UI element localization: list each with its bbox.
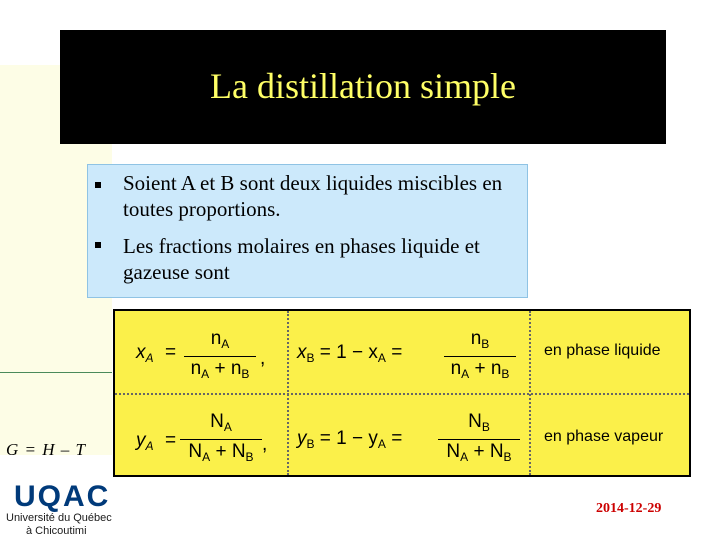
formula-equals: =: [165, 430, 177, 451]
formula-rhs-xb: $x_B = 1 - x_A$ =: [297, 342, 403, 365]
bullet-text-2: Les fractions molaires en phases liquide et gazeuse sont: [123, 234, 480, 284]
bullet-marker-icon: [95, 182, 101, 188]
bullet-marker-icon: [95, 242, 101, 248]
phase-label-vapour: en phase vapeur: [544, 428, 664, 445]
formula-rhs-yb: $y_B = 1 - y_A$ =: [297, 428, 403, 451]
university-name-line2: à Chicoutimi: [26, 525, 87, 537]
formula-comma: ,: [262, 434, 268, 455]
formula-comma: ,: [260, 348, 266, 369]
slide-title: La distillation simple: [210, 66, 516, 106]
uqac-logo: UQAC: [14, 480, 111, 513]
left-band-rule: [0, 372, 112, 373]
bullet-text-1: Soient A et B sont deux liquides miscibles en toutes proportions.: [123, 171, 503, 221]
formula-fraction-xb: $\frac{n_B}{n_A + n_B}$: [444, 327, 516, 386]
formula-fraction-ya: $\frac{N_A}{N_A + N_B}$: [180, 410, 262, 469]
formula-fraction-xa: $\frac{n_A}{n_A + n_B}$: [184, 327, 256, 386]
university-name-line1: Université du Québec: [6, 512, 112, 524]
slide-date: 2014-12-29: [596, 501, 662, 516]
row-divider: [115, 393, 689, 395]
footer-equation: G = H – T: [6, 440, 86, 459]
formula-lhs-y: $y_A$: [136, 430, 154, 453]
phase-label-liquid: en phase liquide: [544, 342, 661, 359]
formula-fraction-yb: $\frac{N_B}{N_A + N_B}$: [438, 410, 520, 469]
formula-equals: =: [165, 342, 177, 363]
formula-lhs-x: $x_A$: [136, 342, 154, 365]
